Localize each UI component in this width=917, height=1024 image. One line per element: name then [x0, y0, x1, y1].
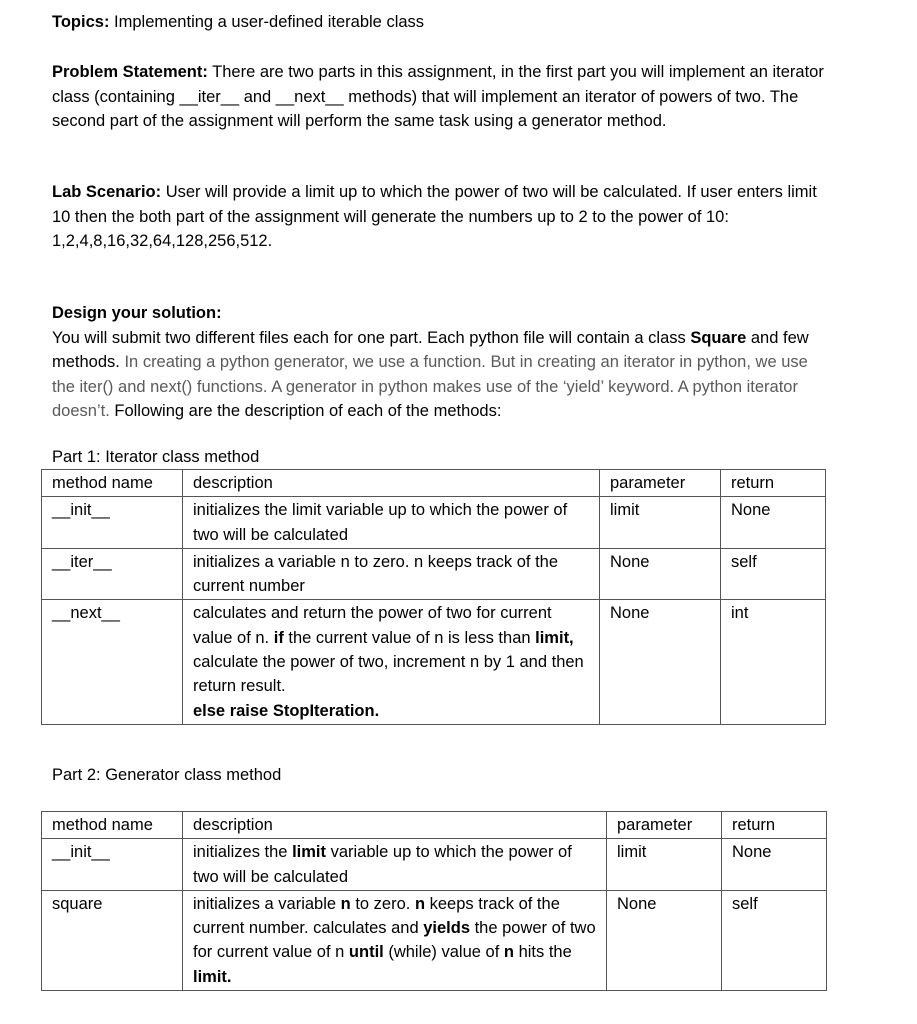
- design-closing: Following are the description of each of the methods:: [109, 402, 502, 420]
- header-method-name: method name: [42, 812, 183, 839]
- desc-text: the power of two for current value of n: [193, 919, 596, 962]
- desc-text: (while) value of: [383, 943, 504, 962]
- desc-text: variable up to which the power of two will be calculated: [193, 843, 572, 886]
- desc-text: the current value of n is less than: [283, 628, 536, 647]
- table-row: [42, 600, 826, 724]
- design-class-name: Square: [690, 328, 747, 347]
- design-section: [52, 301, 832, 424]
- table-row: [42, 890, 827, 990]
- return-cell: self: [722, 890, 827, 990]
- parameter-cell: None: [607, 890, 722, 990]
- method-cell: square: [42, 890, 183, 990]
- desc-text: to zero.: [350, 894, 415, 913]
- header-description: description: [183, 470, 600, 497]
- description-cell: [183, 600, 600, 724]
- part2-caption: Part 2: Generator class method: [52, 766, 282, 784]
- desc-text: hits the: [513, 943, 572, 962]
- table-header-row: [42, 470, 826, 497]
- topics-text: Implementing a user-defined iterable class: [109, 13, 425, 31]
- desc-text: calculates and return the power of two for current value of n.: [193, 604, 552, 647]
- desc-bold: limit,: [535, 628, 574, 647]
- topics-line: [52, 10, 842, 35]
- topics-label: Topics:: [52, 13, 110, 31]
- desc-bold: limit.: [193, 967, 232, 986]
- design-gray-text: In creating a python generator, we use a function. But in creating an iterator in python, we use the iter() and next() functions. A generator in python makes use of the ‘yield’ keyword. A python iterator doesn’t.: [52, 353, 808, 420]
- problem-statement: [52, 60, 832, 134]
- return-cell: None: [721, 497, 826, 549]
- design-intro: You will submit two different files each for one part. Each python file will contain a class: [52, 328, 691, 347]
- header-return: return: [722, 812, 827, 839]
- header-method-name: method name: [42, 470, 183, 497]
- description-cell: initializes a variable n to zero. n keeps track of the current number: [183, 548, 600, 600]
- method-cell: __init__: [42, 497, 183, 549]
- desc-bold: n: [340, 894, 351, 913]
- table-row: [42, 548, 826, 600]
- design-intro-end: and few methods.: [52, 328, 809, 371]
- desc-bold: n: [503, 943, 514, 962]
- header-description: description: [183, 812, 607, 839]
- parameter-cell: None: [600, 600, 721, 724]
- header-return: return: [721, 470, 826, 497]
- table-row: [42, 497, 826, 549]
- part1-table: [41, 469, 826, 725]
- desc-text: keeps track of the current number. calculates and: [193, 894, 560, 938]
- desc-text: calculate the power of two, increment n by 1 and then return result.: [193, 653, 584, 696]
- desc-bold: until: [348, 943, 384, 962]
- parameter-cell: None: [600, 548, 721, 600]
- desc-bold: if: [273, 628, 284, 647]
- parameter-cell: limit: [600, 497, 721, 549]
- method-cell: __init__: [42, 839, 183, 891]
- description-cell: [183, 839, 607, 891]
- header-parameter: parameter: [600, 470, 721, 497]
- description-cell: initializes the limit variable up to which the power of two will be calculated: [183, 497, 600, 549]
- method-cell: __iter__: [42, 548, 183, 600]
- part2-table: [41, 811, 827, 991]
- lab-label: Lab Scenario:: [52, 183, 162, 201]
- description-cell: [183, 890, 607, 990]
- desc-bold: n: [414, 894, 426, 913]
- parameter-cell: limit: [607, 839, 722, 891]
- lab-scenario: [52, 180, 822, 254]
- table-row: [42, 839, 827, 891]
- problem-label: Problem Statement:: [52, 63, 208, 81]
- return-cell: int: [721, 600, 826, 724]
- design-label: Design your solution:: [52, 304, 222, 322]
- desc-bold: yields: [423, 919, 470, 938]
- header-parameter: parameter: [607, 812, 722, 839]
- return-cell: None: [722, 839, 827, 891]
- desc-bold: limit: [292, 843, 326, 862]
- problem-text: There are two parts in this assignment, in the first part you will implement an iterator class (containing __iter__ and __next__ methods) that will implement an iterator of powers of two. The second part of the assignment will perform the same task using a generator method.: [52, 63, 824, 130]
- method-cell: __next__: [42, 600, 183, 724]
- table-header-row: [42, 812, 827, 839]
- desc-text: initializes a variable: [193, 894, 341, 913]
- part1-caption: Part 1: Iterator class method: [52, 448, 260, 466]
- desc-bold: else raise StopIteration.: [193, 701, 380, 720]
- return-cell: self: [721, 548, 826, 600]
- lab-text: User will provide a limit up to which the power of two will be calculated. If user enters limit 10 then the both part of the assignment will generate the numbers up to 2 to the power of 10: 1,2,4,8,16,32,64,128,256,512.: [52, 183, 817, 250]
- desc-text: initializes the: [193, 843, 293, 862]
